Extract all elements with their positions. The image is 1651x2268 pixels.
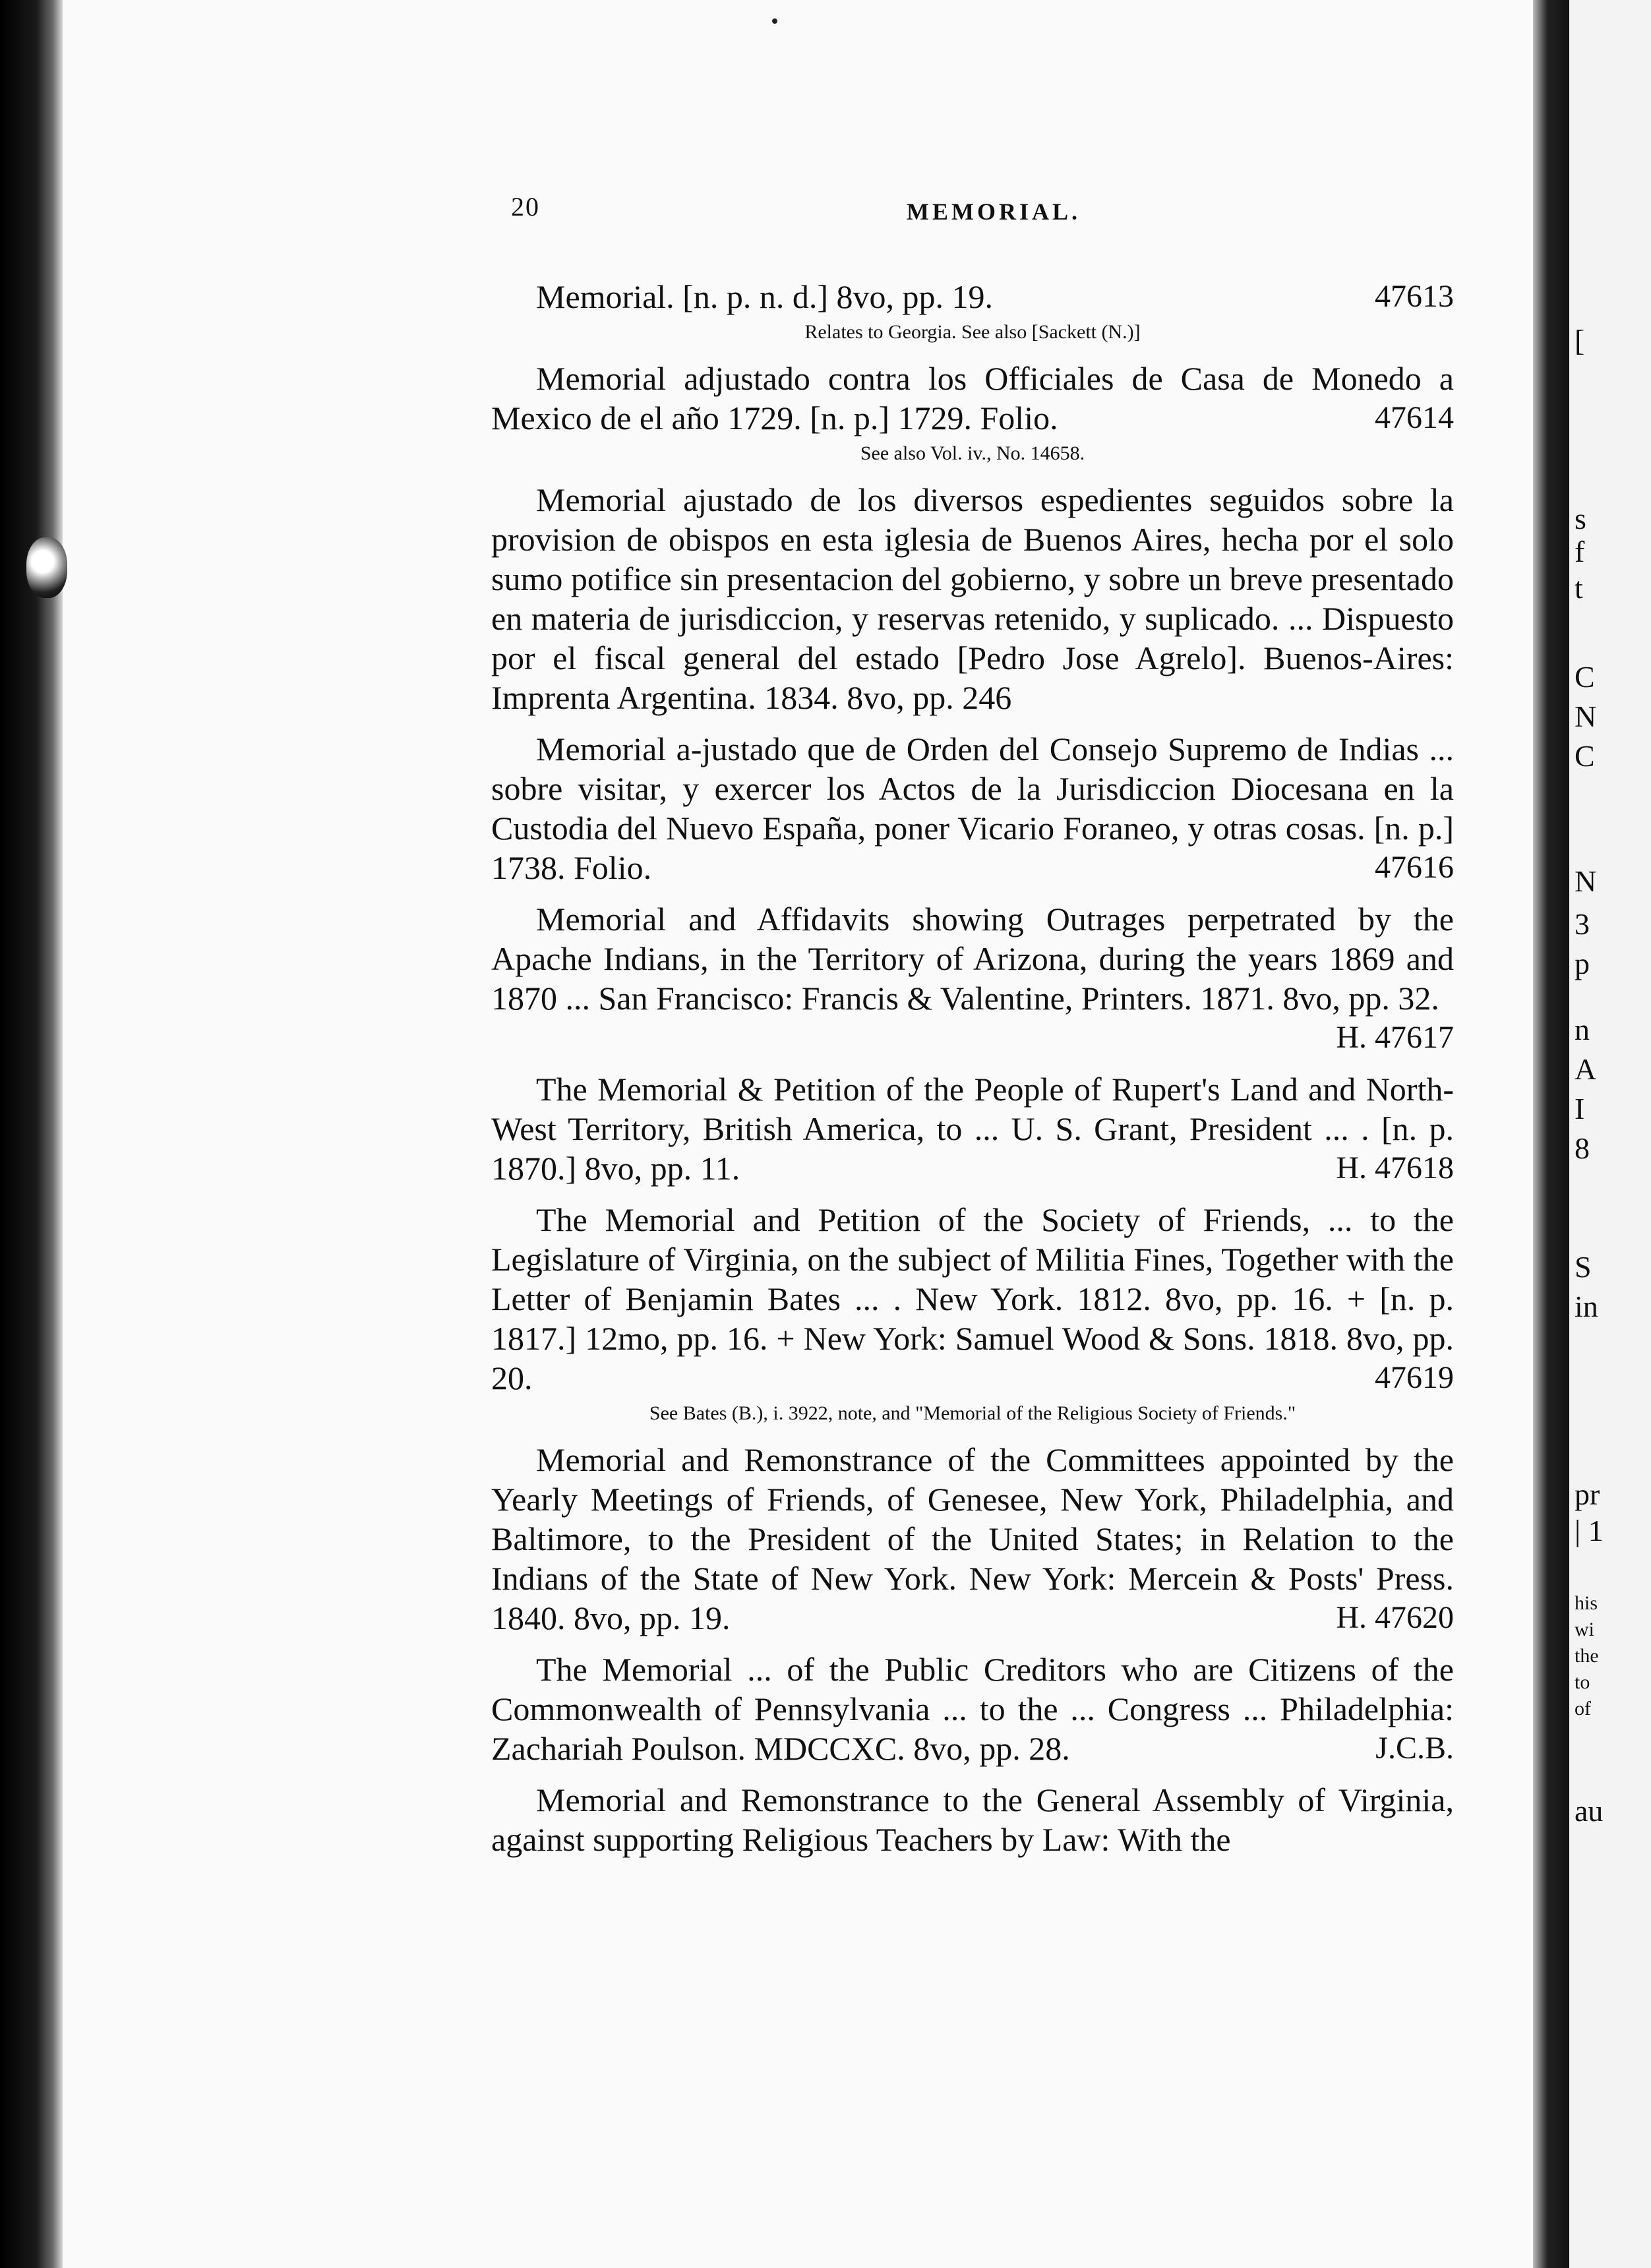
entry-number: 47616 <box>1375 850 1454 885</box>
catalog-entry <box>491 729 1454 887</box>
left-page-edge <box>0 0 63 2268</box>
facing-page-edge <box>1569 0 1651 2268</box>
catalog-entry <box>491 359 1454 468</box>
facing-fragment: s <box>1575 502 1586 535</box>
entry-text: Memorial ajustado de los diversos espedientes seguidos sobre la provision de obispos en esta iglesia de Buenos Aires, hecha por el solo sumo potifice sin presentacion del gobierno, y sobre un breve presentado en materia de jurisdiccion, y reservas retenido, y suplicado. ... Dispuesto por el fiscal general del estado [Pedro Jose Agrelo]. Buenos-Aires: Imprenta Argentina. 1834. 8vo, pp. 246 <box>491 481 1454 716</box>
entry-text: The Memorial ... of the Public Creditors who are Citizens of the Commonwealth of Pennsylvania ... to the ... Congress ... Philadelphia: Zachariah Poulson. MDCCXC. 8vo, pp. 28. J.C.B. <box>491 1651 1454 1767</box>
entry-number: 47619 <box>1375 1360 1454 1395</box>
entry-text: Memorial and Remonstrance to the General Assembly of Virginia, against supporting Religious Teachers by Law: With the <box>491 1781 1454 1858</box>
page-number: 20 <box>511 192 540 222</box>
facing-fragment: 3 <box>1575 907 1590 941</box>
facing-fragment: | 1 <box>1575 1514 1604 1547</box>
entry-text: Memorial and Affidavits showing Outrages perpetrated by the Apache Indians, in the Territory of Arizona, during the years 1869 and 1870 ... San Francisco: Francis & Valentine, Printers. 1871. 8vo, pp. 32. H. 47617 <box>491 899 1454 1018</box>
facing-fragment: N <box>1575 864 1597 898</box>
book-gutter <box>1533 0 1569 2268</box>
entry-number: H. 47617 <box>1336 1020 1454 1055</box>
facing-fragment: au <box>1575 1794 1604 1828</box>
catalog-entry <box>491 1440 1454 1638</box>
facing-fragment: the <box>1575 1645 1599 1667</box>
facing-fragment: I <box>1575 1092 1585 1125</box>
running-head: MEMORIAL. <box>907 198 1081 225</box>
catalog-entry <box>491 277 1454 347</box>
catalog-entry <box>491 899 1454 1058</box>
facing-fragment: N <box>1575 700 1597 733</box>
facing-fragment: C <box>1575 660 1595 694</box>
catalog-entry <box>491 1780 1454 1859</box>
catalog-entries <box>491 277 1454 1871</box>
entry-text: The Memorial and Petition of the Society of Friends, ... to the Legislature of Virginia, on the subject of Militia Fines, Together with the Letter of Benjamin Bates ... . New York. 1812. 8vo, pp. 16. + [n. p. 1817.] 12mo, pp. 16. + New York: Samuel Wood & Sons. 1818. 8vo, pp. 20. 47619 <box>491 1201 1454 1396</box>
entry-text: Memorial a-justado que de Orden del Consejo Supremo de Indias ... sobre visitar, y exercer los Actos de la Jurisdiccion Diocesana en la Custodia del Nuevo España, poner Vicario Foraneo, y otras cosas. [n. p.] 1738. Folio. 47616 <box>491 731 1454 886</box>
facing-fragment: 8 <box>1575 1131 1590 1165</box>
facing-fragment: of <box>1575 1698 1591 1719</box>
facing-fragment: [ <box>1575 324 1585 357</box>
entry-number: J.C.B. <box>1375 1731 1454 1766</box>
entry-text: Memorial and Remonstrance of the Committees appointed by the Yearly Meetings of Friends, of Genesee, New York, Philadelphia, and Baltimore, to the President of the United States; in Relation to the Indians of the State of New York. New York: Mercein & Posts' Press. 1840. 8vo, pp. 19. H. 47620 <box>491 1441 1454 1636</box>
catalog-entry <box>491 480 1454 717</box>
facing-fragment: n <box>1575 1013 1590 1046</box>
facing-fragment: pr <box>1575 1477 1600 1511</box>
entry-text: Memorial adjustado contra los Officiales de Casa de Monedo a Mexico de el año 1729. [n. p.] 1729. Folio. 47614 <box>491 360 1454 436</box>
entry-note: See also Vol. iv., No. 14658. <box>860 442 1085 464</box>
scan-speck <box>772 18 777 24</box>
facing-fragment: p <box>1575 947 1590 980</box>
catalog-entry <box>491 1069 1454 1188</box>
entry-note: Relates to Georgia. See also [Sackett (N.)] <box>804 321 1141 343</box>
facing-fragment: t <box>1575 571 1583 605</box>
facing-fragment: C <box>1575 739 1595 773</box>
facing-fragment: to <box>1575 1671 1590 1693</box>
facing-fragment: wi <box>1575 1619 1594 1640</box>
scan-blot <box>26 537 67 598</box>
facing-fragment: A <box>1575 1052 1597 1086</box>
catalog-entry <box>491 1650 1454 1768</box>
entry-text: 47613 Memorial. [n. p. n. d.] 8vo, pp. 19. <box>536 278 1454 315</box>
entry-note: See Bates (B.), i. 3922, note, and "Memorial of the Religious Society of Friends." <box>649 1402 1296 1424</box>
page-header <box>511 191 1447 231</box>
facing-fragment: in <box>1575 1290 1598 1323</box>
entry-text: The Memorial & Petition of the People of Rupert's Land and North-West Territory, British America, to ... U. S. Grant, President ... . [n. p. 1870.] 8vo, pp. 11. H. 47618 <box>491 1071 1454 1187</box>
entry-number: H. 47620 <box>1336 1600 1454 1635</box>
entry-number: H. 47618 <box>1336 1150 1454 1185</box>
entry-number: 47613 <box>1375 279 1454 314</box>
facing-fragment: S <box>1575 1250 1592 1284</box>
facing-fragment: f <box>1575 535 1585 568</box>
entry-number: 47614 <box>1375 400 1454 435</box>
facing-fragment: his <box>1575 1592 1598 1614</box>
catalog-entry <box>491 1200 1454 1428</box>
